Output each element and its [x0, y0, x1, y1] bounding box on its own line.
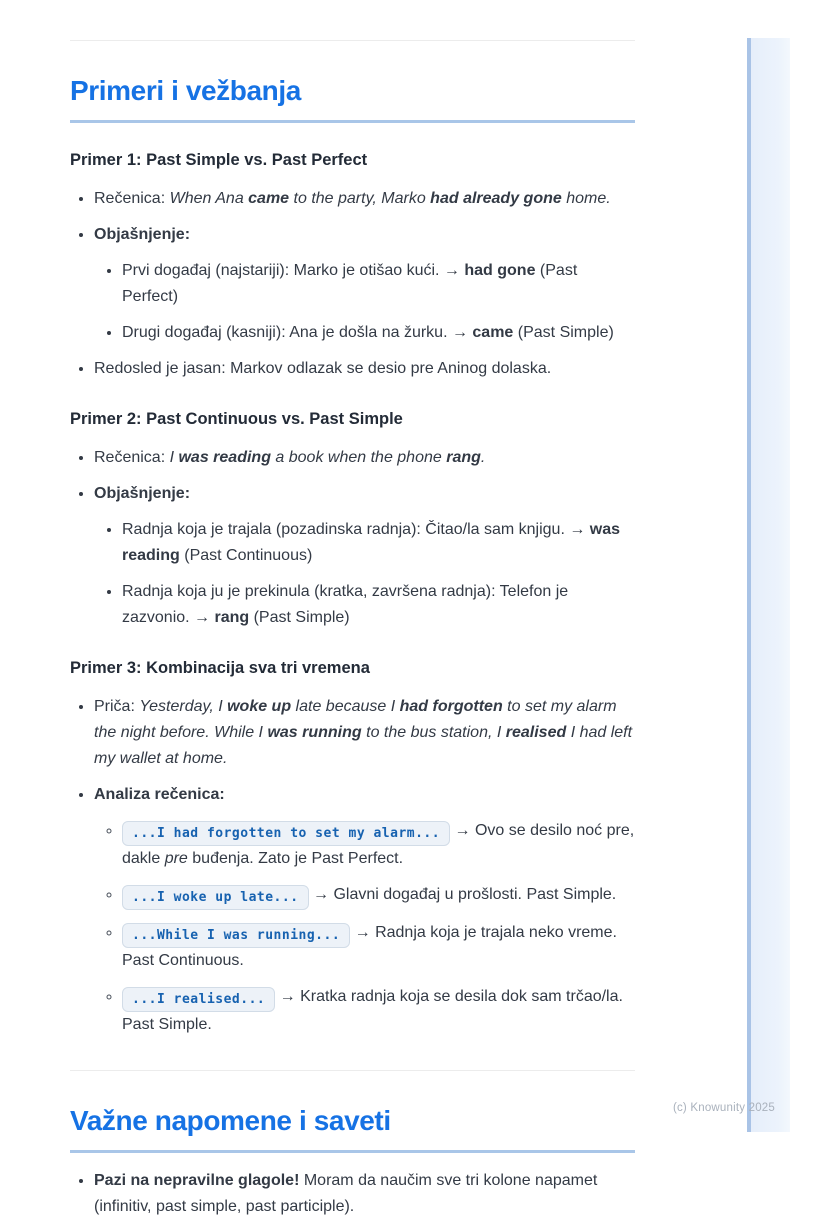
- top-divider: [70, 40, 635, 41]
- text-segment: was reading: [178, 449, 271, 466]
- text-segment: realised: [505, 724, 567, 741]
- text-segment: buđenja. Zato je Past Perfect.: [187, 850, 404, 867]
- list-item-analiza: [94, 781, 635, 1038]
- text-segment: Drugi događaj (kasniji): Ana je došla na žurku. →: [122, 324, 473, 341]
- text-segment: woke up: [227, 698, 292, 715]
- list-item-redosled: [94, 355, 635, 382]
- objasnjenje-sublist: [94, 257, 635, 346]
- text-segment: I: [169, 449, 179, 466]
- text-segment: Redosled je jasan: Markov odlazak se desio pre Aninog dolaska.: [94, 360, 552, 377]
- text-segment: to the party, Marko: [289, 190, 431, 207]
- list-item-prica: [94, 693, 635, 772]
- text-segment: Prvi događaj (najstariji): Marko je otišao kući. →: [122, 262, 465, 279]
- sub-item: [122, 319, 635, 346]
- sub-item: [122, 578, 635, 631]
- text-segment: rang: [446, 449, 481, 466]
- sub-item: [122, 516, 635, 569]
- list-item-recenica: [94, 444, 635, 471]
- text-segment: had already gone: [430, 190, 562, 207]
- text-segment: Radnja koja ju je prekinula (kratka, završena radnja): Telefon je zazvonio. →: [122, 583, 569, 626]
- text-segment: pre: [164, 850, 188, 867]
- text-segment: Radnja koja je trajala (pozadinska radnja): Čitao/la sam knjigu. →: [122, 521, 590, 538]
- text-segment: (Past Perfect): [122, 262, 578, 305]
- text-segment: late because I: [291, 698, 400, 715]
- analysis-item: [122, 919, 635, 974]
- analiza-label: Analiza rečenica:: [94, 786, 225, 803]
- text-segment: (Past Simple): [513, 324, 614, 341]
- section-divider: [70, 1070, 635, 1071]
- objasnjenje-sublist: [94, 516, 635, 631]
- section-title-primeri: Primeri i vežbanja: [70, 75, 635, 123]
- text-segment: → Kratka radnja koja se desila dok sam trčao/la. Past Simple.: [122, 988, 623, 1033]
- text-segment: .: [480, 449, 486, 466]
- prica-label: Priča:: [94, 698, 140, 715]
- text-segment: came: [248, 190, 290, 207]
- text-segment: to set my alarm the night before. While I: [94, 698, 617, 741]
- text-segment: (Past Simple): [249, 609, 350, 626]
- recenica-label: Rečenica:: [94, 449, 170, 466]
- text-segment: home.: [561, 190, 611, 207]
- text-segment: Yesterday, I: [139, 698, 228, 715]
- analiza-sublist: [94, 817, 635, 1038]
- page-edge-strip: [747, 38, 790, 1132]
- text-segment: I had left my wallet at home.: [94, 724, 633, 767]
- analysis-item: [122, 983, 635, 1038]
- text-segment: was running: [267, 724, 362, 741]
- text-segment: → Glavni događaj u prošlosti. Past Simple.: [308, 886, 617, 903]
- code-snippet: ...While I was running...: [122, 923, 350, 948]
- text-segment: a book when the phone: [270, 449, 447, 466]
- text-segment: Moram da naučim sve tri kolone napamet (infinitiv, past simple, past participle).: [94, 1172, 598, 1215]
- copyright-note: (c) Knowunity 2025: [672, 1102, 775, 1114]
- text-segment: → Ovo se desilo noć pre, dakle: [122, 822, 635, 867]
- napomene-list: [70, 1167, 635, 1220]
- text-segment: rang: [214, 609, 250, 626]
- list-item-objasnjenje: [94, 221, 635, 346]
- primer2-heading: Primer 2: Past Continuous vs. Past Simple: [70, 410, 403, 428]
- primer2-list: [70, 444, 635, 631]
- text-segment: was reading: [122, 521, 621, 564]
- text-segment: → Radnja koja je trajala neko vreme. Past Continuous.: [122, 924, 617, 969]
- code-snippet: ...I had forgotten to set my alarm...: [122, 821, 450, 846]
- text-segment: (Past Continuous): [179, 547, 313, 564]
- text-segment: When Ana: [169, 190, 249, 207]
- list-item-recenica: [94, 185, 635, 212]
- text-segment: had forgotten: [399, 698, 503, 715]
- objasnjenje-label: Objašnjenje:: [94, 226, 191, 243]
- list-item-pazi: [94, 1167, 635, 1220]
- code-snippet: ...I woke up late...: [122, 885, 309, 910]
- analysis-item: [122, 817, 635, 872]
- document-content: [70, 0, 635, 1229]
- analysis-item: [122, 881, 635, 910]
- primer3-heading: Primer 3: Kombinacija sva tri vremena: [70, 659, 370, 677]
- list-item-objasnjenje: [94, 480, 635, 631]
- text-segment: Pazi na nepravilne glagole!: [94, 1172, 300, 1189]
- recenica-label: Rečenica:: [94, 190, 170, 207]
- primer1-heading: Primer 1: Past Simple vs. Past Perfect: [70, 151, 368, 169]
- primer3-list: [70, 693, 635, 1038]
- text-segment: came: [472, 324, 514, 341]
- section-title-napomene: Važne napomene i saveti: [70, 1105, 635, 1153]
- text-segment: to the bus station, I: [361, 724, 506, 741]
- objasnjenje-label: Objašnjenje:: [94, 485, 191, 502]
- text-segment: had gone: [464, 262, 536, 279]
- code-snippet: ...I realised...: [122, 987, 275, 1012]
- primer1-list: [70, 185, 635, 382]
- sub-item: [122, 257, 635, 310]
